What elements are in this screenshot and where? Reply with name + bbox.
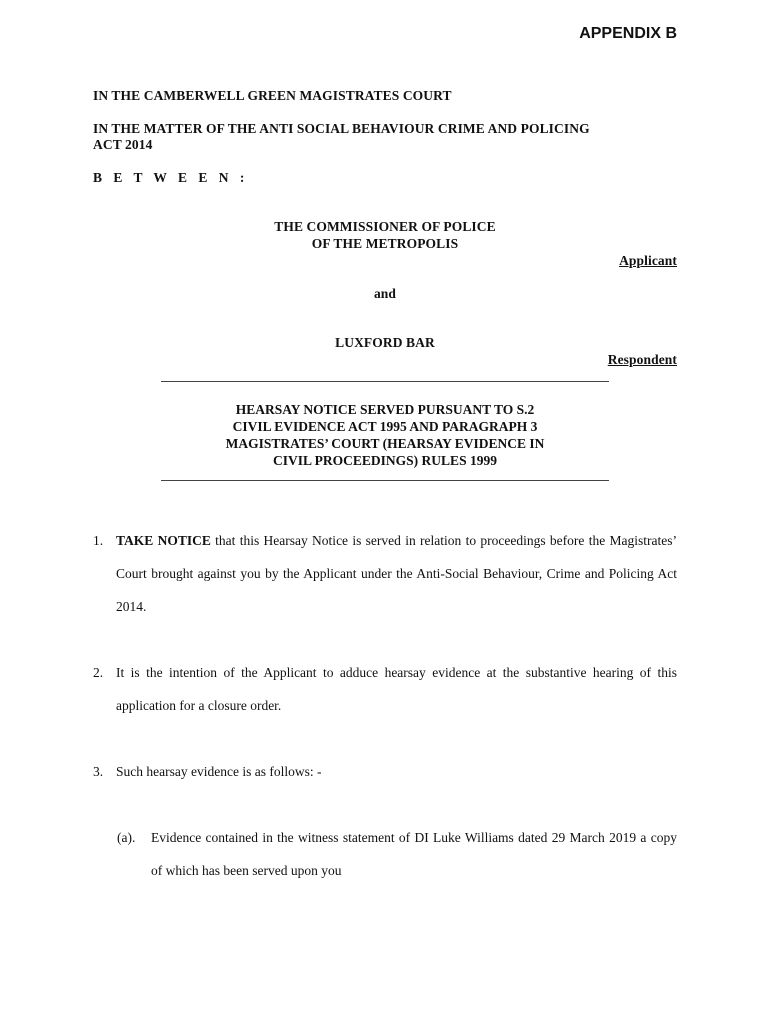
sub-item-label: (a). [117,830,136,845]
top-rule [161,381,609,382]
notice-title-line: MAGISTRATES’ COURT (HEARSAY EVIDENCE IN [225,436,545,451]
notice-title-line: CIVIL PROCEEDINGS) RULES 1999 [273,453,497,468]
respondent-role: Respondent [607,352,677,367]
applicant-name-line2: OF THE METROPOLIS [311,236,459,251]
between-label: B E T W E E N : [93,170,249,185]
paragraph-text: Such hearsay evidence is as follows: - [116,764,322,779]
paragraph-body: that this Hearsay Notice is served in relation to proceedings before the Magistrates’ Court brought against you by the Applicant under the Anti-Social Behaviour, Crime and Policing Act 2014. [116,533,677,614]
paragraph-text: It is the intention of the Applicant to adduce hearsay evidence at the substantive hearing of this application for a closure order. [116,665,677,713]
appendix-label: APPENDIX B [579,25,677,42]
matter-heading-line2: ACT 2014 [93,137,153,152]
notice-title-line: CIVIL EVIDENCE ACT 1995 AND PARAGRAPH 3 [232,419,538,434]
take-notice-lead: TAKE NOTICE [116,533,211,548]
applicant-name-line1: THE COMMISSIONER OF POLICE [274,219,496,234]
matter-heading-line1: IN THE MATTER OF THE ANTI SOCIAL BEHAVIOUR CRIME AND POLICING [93,121,590,136]
applicant-role: Applicant [619,253,677,268]
paragraph-number: 2. [93,665,104,680]
paragraph-number: 3. [93,764,104,779]
and-label: and [373,286,397,301]
court-heading: IN THE CAMBERWELL GREEN MAGISTRATES COURT [93,88,452,103]
notice-title-line: HEARSAY NOTICE SERVED PURSUANT TO S.2 [235,402,535,417]
bottom-rule [161,480,609,481]
paragraph-number: 1. [93,533,104,548]
sub-item-text: Evidence contained in the witness statement of DI Luke Williams dated 29 March 2019 a copy of which has been served upon you [151,830,677,878]
paragraph-text [116,524,677,623]
respondent-name: LUXFORD BAR [335,335,435,350]
notice-title [0,401,770,469]
